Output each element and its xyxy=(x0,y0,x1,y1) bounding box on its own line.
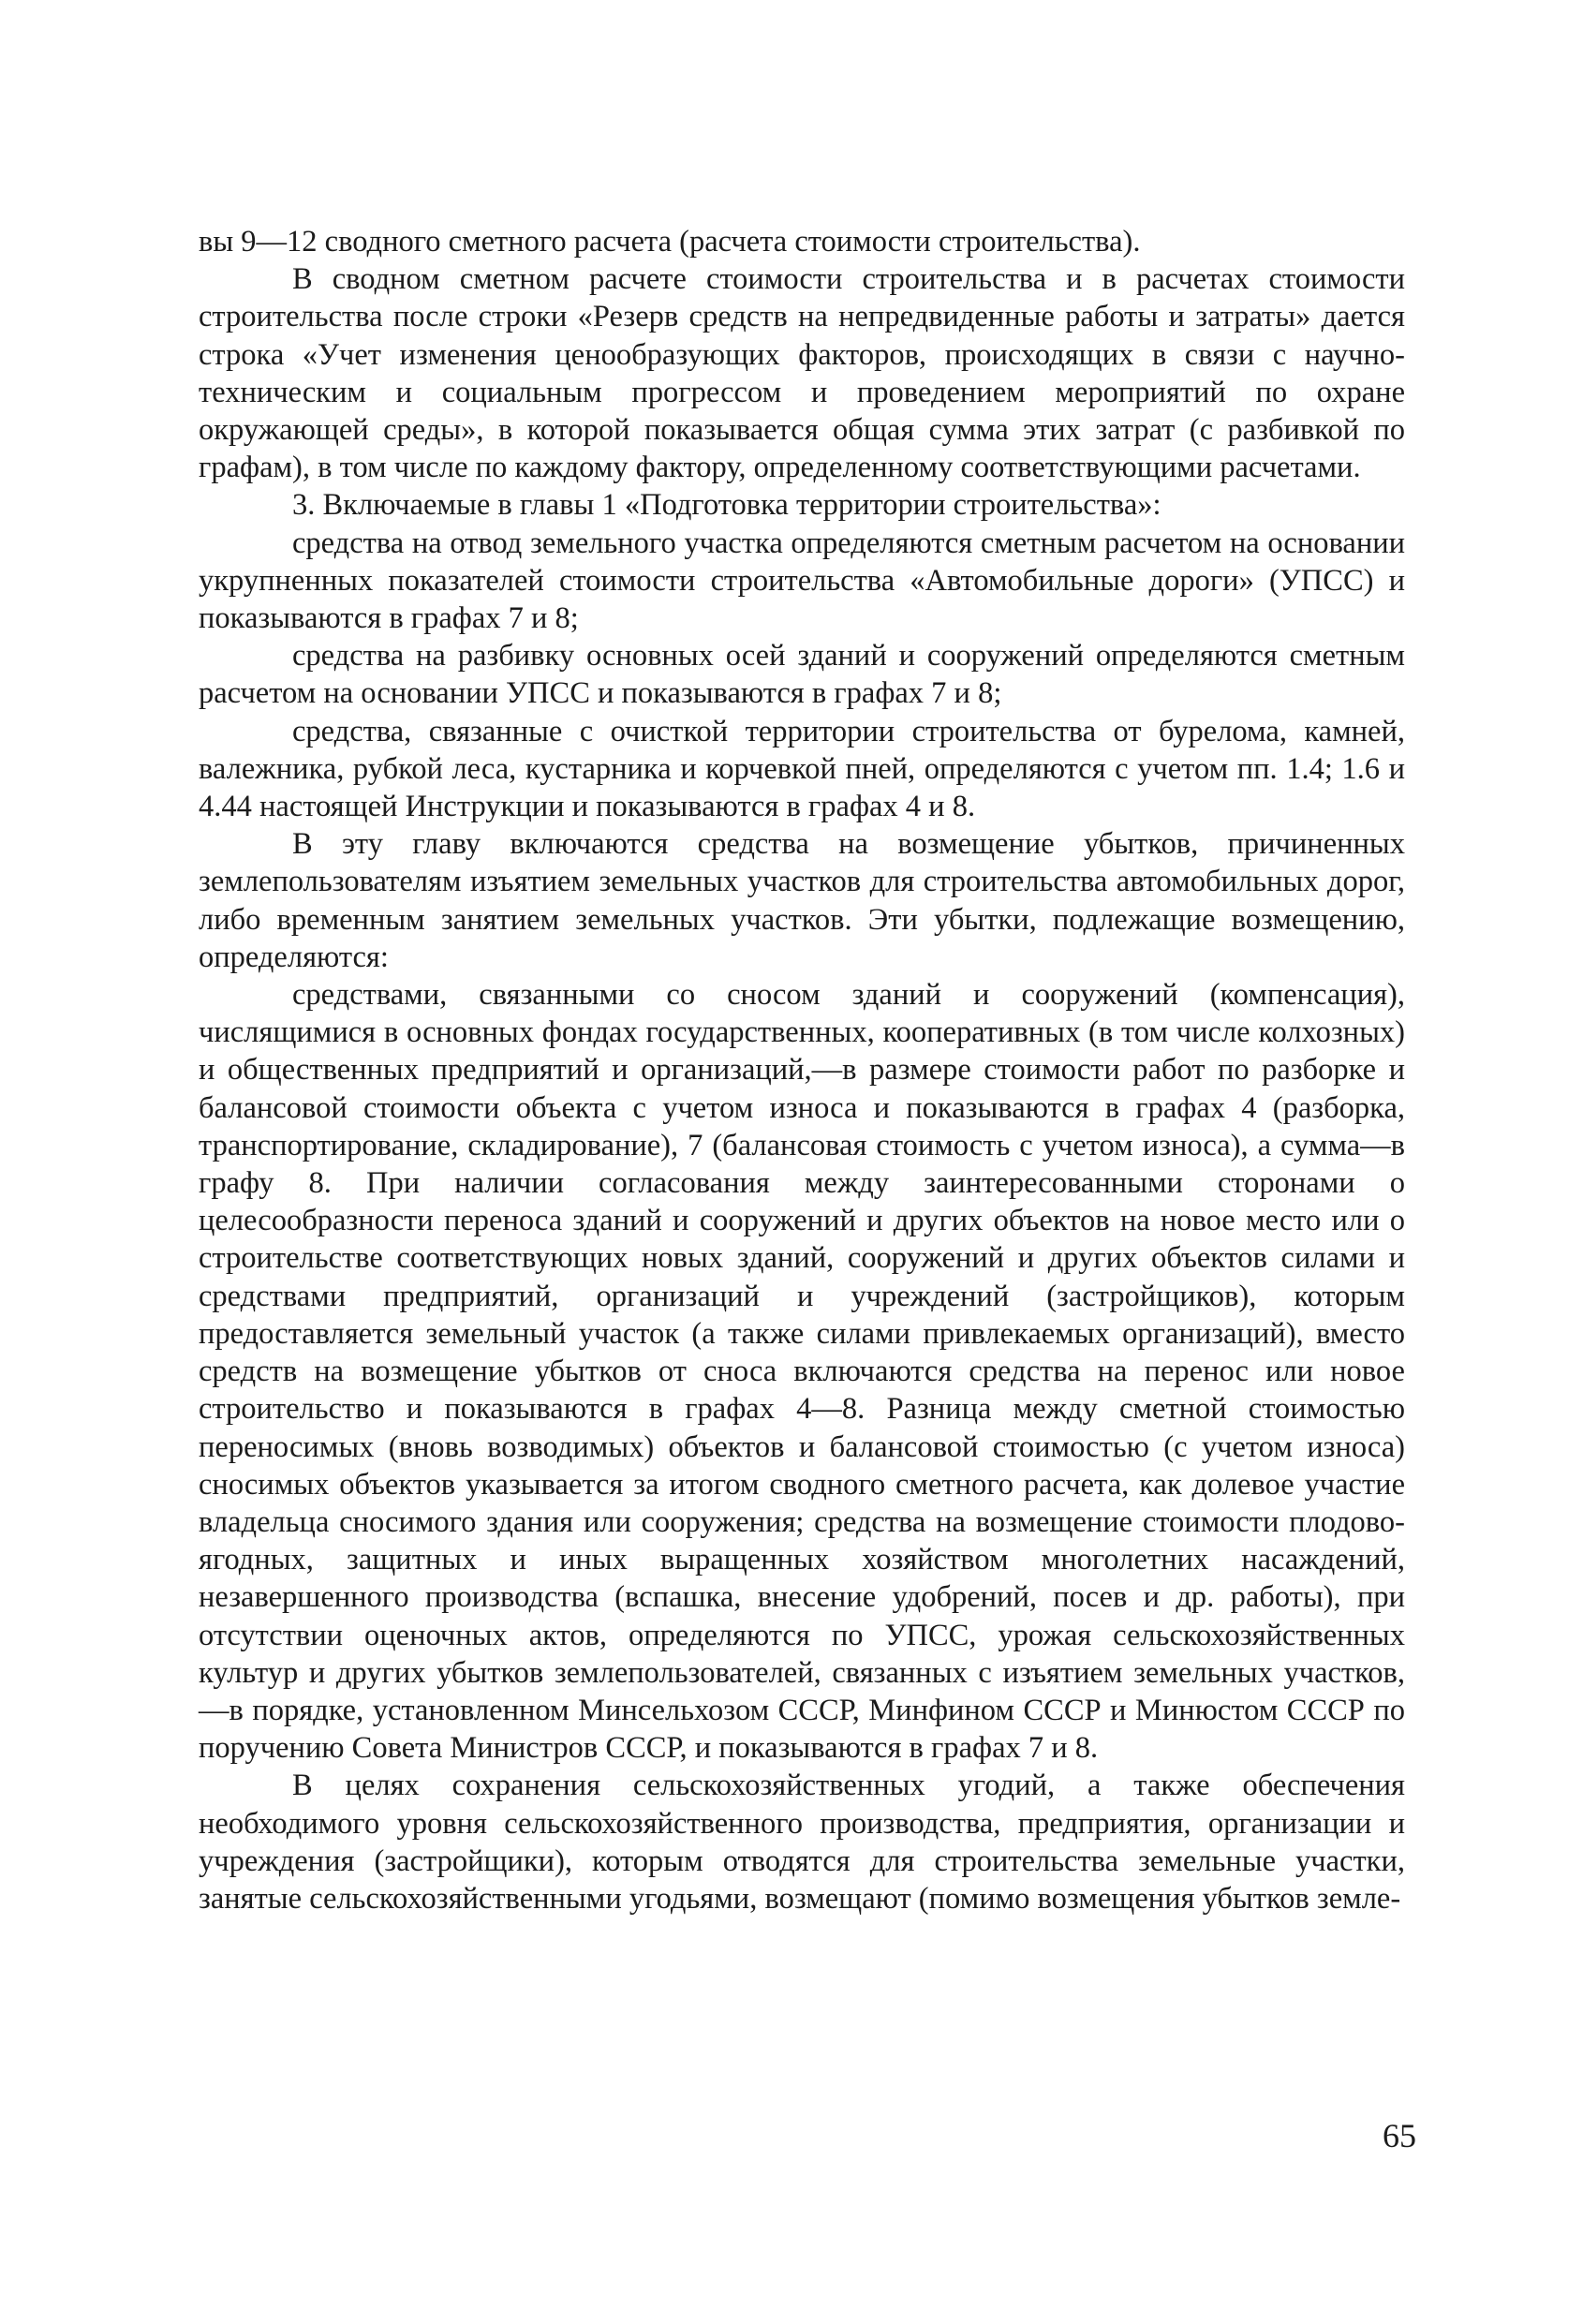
paragraph-7: В эту главу включаются средства на возмещение убытков, причиненных землепользователям изъятием земельных участков для строительства автомобильных дорог, либо временным занятием земельных участков. Эти убытки, подлежащие возмещению, определяются: xyxy=(199,827,1405,974)
paragraph-5: средства на разбивку основных осей зданий и сооружений определяются сметным расчетом на основании УПСС и показываются в графах 7 и 8; xyxy=(199,639,1405,711)
paragraph-4: средства на отвод земельного участка определяются сметным расчетом на основании укрупненных показателей стоимости строительства «Автомобильные дороги» (УПСС) и показываются в графах 7 и 8; xyxy=(199,525,1405,636)
page-number: 65 xyxy=(1383,2117,1416,2154)
paragraph-8: средствами, связанными со сносом зданий и сооружений (компенсация), числящимися в основных фондах государственных, кооперативных (в том числе колхозных) и общественных предприятий и организаций,—в размере стоимости работ по разборке и балансовой стоимости объекта с учетом износа и показываются в графах 4 (разборка, транспортирование, складирование), 7 (балансовая стоимость с учетом износа), а сумма—в графу 8. При наличии согласования между заинтересованными сторонами о целесообразности переноса зданий и сооружений и других объектов на новое место или о строительстве соответствующих новых зданий, сооружений и других объектов силами и средствами предприятий, организаций и учреждений (застройщиков), которым предоставляется земельный участок (а также силами привлекаемых организаций), вместо средств на возмещение убытков от сноса включаются средства на перенос или новое строительство и показываются в графах 4—8. Разница между сметной стоимостью переносимых (вновь возводимых) объектов и балансовой стоимостью (с учетом износа) сносимых объектов указывается за итогом сводного сметного расчета, как долевое участие владельца сносимого здания или сооружения; средства на возмещение стоимости плодово-ягодных, защитных и иных выращенных хозяйством многолетних насаждений, незавершенного производства (вспашка, внесение удобрений, посев и др. работы), при отсутствии оценочных актов, определяются по УПСС, урожая сельскохозяйственных культур и других убытков землепользователей, связанных с изъятием земельных участков,—в порядке, установленном Минсельхозом СССР, Минфином СССР и Минюстом СССР по поручению Совета Министров СССР, и показываются в графах 7 и 8. xyxy=(199,978,1405,1766)
paragraph-3-heading: 3. Включаемые в главы 1 «Подготовка территории строительства»: xyxy=(292,488,1161,523)
body-text xyxy=(199,223,1405,1917)
paragraph-9: В целях сохранения сельскохозяйственных угодий, а также обеспечения необходимого уровня сельскохозяйственного производства, предприятия, организации и учреждения (застройщики), которым отводятся для строительства земельные участки, занятые сельскохозяйственными угодьями, возмещают (помимо возмещения убытков земле- xyxy=(199,1769,1405,1916)
paragraph-6: средства, связанные с очисткой территории строительства от бурелома, камней, валежника, рубкой леса, кустарника и корчевкой пней, определяются с учетом пп. 1.4; 1.6 и 4.44 настоящей Инструкции и показываются в графах 4 и 8. xyxy=(199,714,1405,824)
paragraph-2: В сводном сметном расчете стоимости строительства и в расчетах стоимости строительства после строки «Резерв средств на непредвиденные работы и затраты» дается строка «Учет изменения ценообразующих факторов, происходящих в связи с научно-техническим и социальным прогрессом и проведением мероприятий по охране окружающей среды», в которой показывается общая сумма этих затрат (с разбивкой по графам), в том числе по каждому фактору, определенному соответствующими расчетами. xyxy=(199,262,1405,485)
paragraph-1: вы 9—12 сводного сметного расчета (расчета стоимости строительства). xyxy=(199,225,1141,259)
